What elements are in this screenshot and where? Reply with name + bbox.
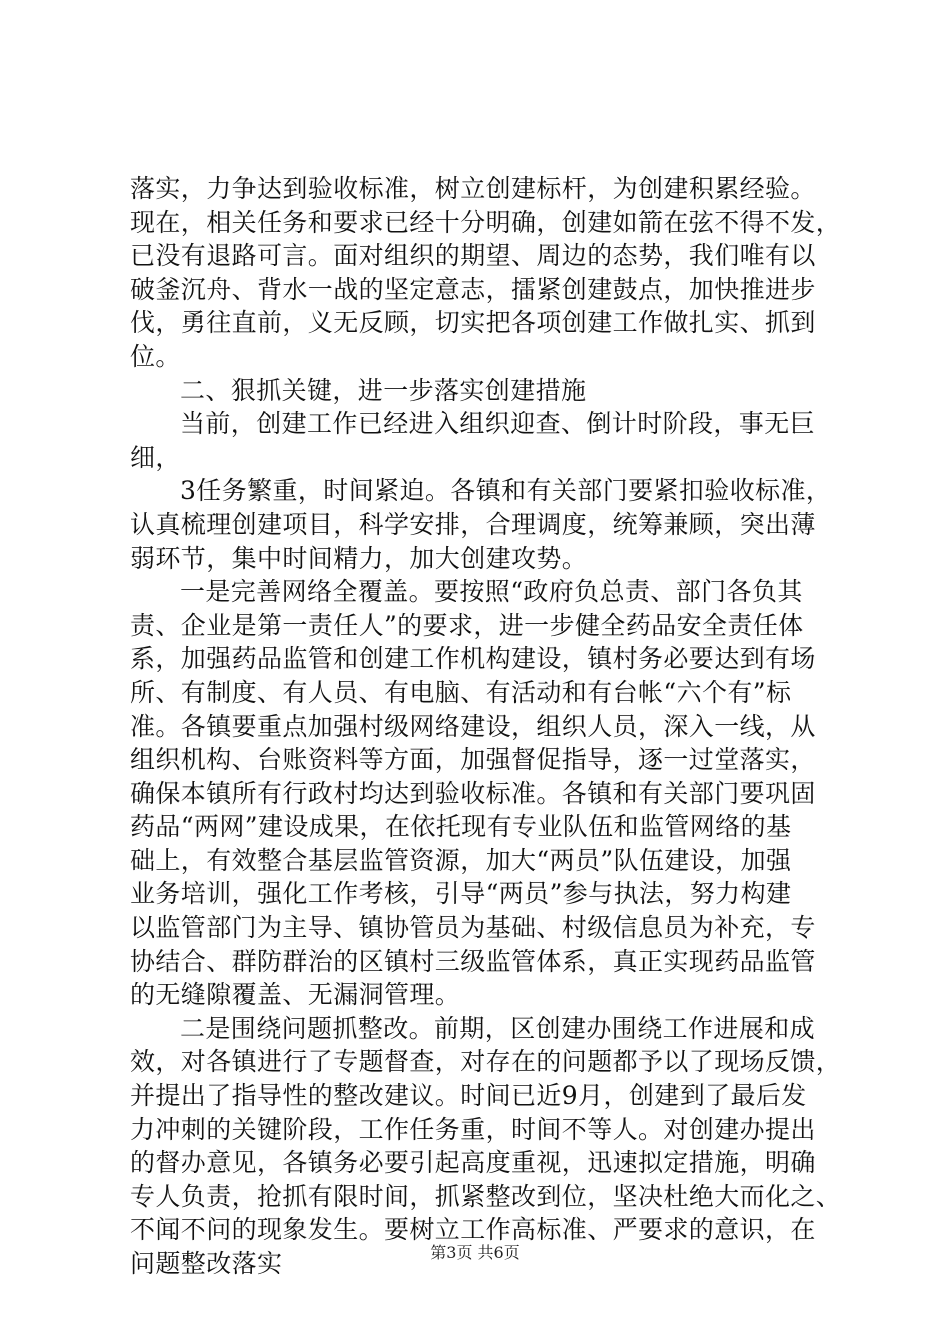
text-line: 的督办意见，各镇务必要引起高度重视，迅速拟定措施，明确 xyxy=(130,1148,816,1178)
document-body xyxy=(130,172,840,1281)
text-line: 协结合、群防群治的区镇村三级监管体系，真正实现药品监管 xyxy=(130,946,816,976)
text-line: 问题整改落实 xyxy=(130,1249,283,1278)
text-line: 系，加强药品监管和创建工作机构建设，镇村务必要达到有场 xyxy=(130,644,816,674)
text-line: 现在，相关任务和要求已经十分明确，创建如箭在弦不得不发， xyxy=(130,207,842,237)
text-line: 责、企业是第一责任人”的要求，进一步健全药品安全责任体 xyxy=(130,610,804,640)
text-line: 当前，创建工作已经进入组织迎查、倒计时阶段，事无巨 xyxy=(180,409,816,439)
text-line: 破釜沉舟、背水一战的坚定意志，擂紧创建鼓点，加快推进步 xyxy=(130,274,816,304)
text-line: 二、狠抓关键，进一步落实创建措施 xyxy=(180,375,587,405)
text-line: 效，对各镇进行了专题督查，对存在的问题都予以了现场反馈， xyxy=(130,1047,842,1077)
text-line: 位。 xyxy=(130,341,181,371)
text-line: 的无缝隙覆盖、无漏洞管理。 xyxy=(130,980,461,1010)
text-line: 落实，力争达到验收标准，树立创建标杆，为创建积累经验。 xyxy=(130,174,816,203)
text-line: 以监管部门为主导、镇协管员为基础、村级信息员为补充，专 xyxy=(130,913,816,943)
text-line: 伐，勇往直前，义无反顾，切实把各项创建工作做扎实、抓到 xyxy=(130,308,816,338)
text-line: 二是围绕问题抓整改。前期，区创建办围绕工作进展和成 xyxy=(180,1013,816,1043)
text-line: 并提出了指导性的整改建议。时间已近9月，创建到了最后发 xyxy=(130,1081,807,1111)
text-line: 细， xyxy=(130,442,181,472)
text-line: 业务培训，强化工作考核，引导“两员”参与执法，努力构建 xyxy=(130,879,792,909)
text-line: 组织机构、台账资料等方面，加强督促指导，逐一过堂落实， xyxy=(130,745,816,775)
page-number-footer: 第3页 共6页 xyxy=(430,1243,520,1262)
text-line: 础上，有效整合基层监管资源，加大“两员”队伍建设，加强 xyxy=(130,845,792,875)
text-line: 确保本镇所有行政村均达到验收标准。各镇和有关部门要巩固 xyxy=(130,778,816,808)
text-line: 专人负责，抢抓有限时间，抓紧整改到位，坚决杜绝大而化之、 xyxy=(130,1181,842,1211)
text-line: 已没有退路可言。面对组织的期望、周边的态势，我们唯有以 xyxy=(130,241,816,271)
text-line: 3任务繁重，时间紧迫。各镇和有关部门要紧扣验收标准， xyxy=(180,476,832,506)
text-line: 准。各镇要重点加强村级网络建设，组织人员，深入一线，从 xyxy=(130,711,816,741)
text-line: 药品“两网”建设成果，在依托现有专业队伍和监管网络的基 xyxy=(130,812,792,842)
text-line: 所、有制度、有人员、有电脑、有活动和有台帐“六个有”标 xyxy=(130,677,792,707)
text-line: 不闻不问的现象发生。要树立工作高标准、严要求的意识，在 xyxy=(130,1215,816,1245)
text-line: 认真梳理创建项目，科学安排，合理调度，统筹兼顾，突出薄 xyxy=(130,509,816,539)
text-line: 一是完善网络全覆盖。要按照“政府负总责、部门各负其 xyxy=(180,577,803,607)
text-line: 弱环节，集中时间精力，加大创建攻势。 xyxy=(130,543,588,573)
text-line: 力冲刺的关键阶段，工作任务重，时间不等人。对创建办提出 xyxy=(130,1114,816,1144)
